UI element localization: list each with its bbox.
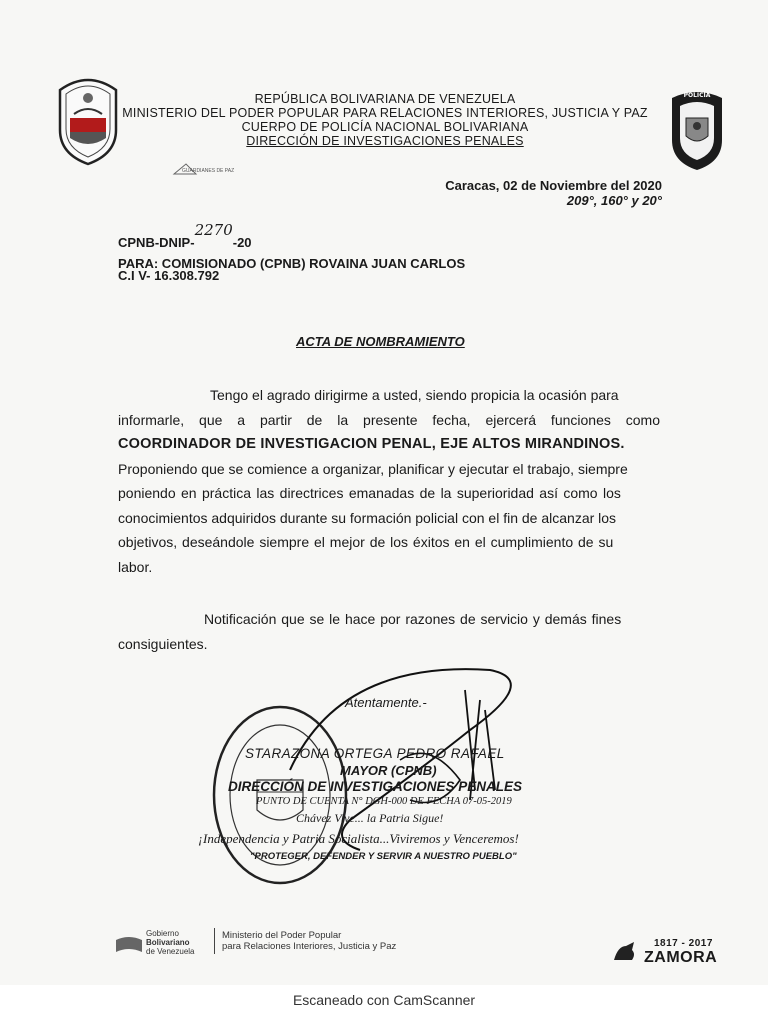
zamora-name: ZAMORA (644, 949, 718, 966)
body-line: Proponiendo que se comience a organizar, planificar y ejecutar el trabajo, siempre (118, 460, 628, 477)
body-paragraph-2 (118, 607, 678, 656)
document-title: ACTA DE NOMBRAMIENTO (296, 334, 465, 349)
body-line: Tengo el agrado dirigirme a usted, siendo propicia la ocasión para (210, 387, 619, 403)
body-line: labor. (118, 558, 153, 575)
signer-name: STARAZONA ORTEGA PEDRO RAFAEL (245, 746, 505, 761)
small-stamp (170, 160, 250, 182)
camscanner-watermark: Escaneado con CamScanner (292, 992, 476, 1008)
reference-code (118, 221, 252, 251)
signer-department: DIRECCIÓN DE INVESTIGACIONES PENALES (228, 779, 523, 794)
body-line: informarle, que a partir de la presente fecha, ejercerá funciones como (118, 411, 660, 428)
signer-resolution: PUNTO DE CUENTA N° DGH-000 DE FECHA 07-05-2019 (256, 796, 512, 807)
motto-chavez: Chávez Vive... la Patria Sigue! (296, 811, 444, 825)
body-line: conocimientos adquiridos durante su formación policial con el fin de alcanzar los (118, 509, 617, 526)
footer-ministry-line-1: Ministerio del Poder Popular (222, 930, 342, 941)
closing-salutation: Atentamente.- (345, 695, 427, 710)
body-paragraph-1 (118, 383, 660, 579)
signer-rank: MAYOR (CPNB) (340, 763, 437, 778)
government-line-1: Gobierno (146, 929, 179, 938)
reference-code-suffix: -20 (232, 235, 252, 250)
header-directorate: DIRECCIÓN DE INVESTIGACIONES PENALES (246, 134, 524, 148)
motto-independencia: ¡Independencia y Patria Socialista...Viviremos y Venceremos! (198, 831, 519, 846)
reference-code-prefix: CPNB-DNIP- (118, 235, 195, 250)
footer-divider (214, 928, 215, 954)
body-line: poniendo en práctica las directrices emanadas de la superioridad así como los (118, 485, 621, 501)
zamora-horseman-icon (612, 940, 638, 964)
government-line-3: de Venezuela (146, 947, 195, 956)
addressee: PARA: COMISIONADO (CPNB) ROVAINA JUAN CARLOS (118, 256, 466, 271)
zamora-years: 1817 - 2017 (654, 938, 713, 949)
government-line-2: Bolivariano (146, 938, 190, 947)
footer-ministry (222, 930, 396, 952)
date-line: Caracas, 02 de Noviembre del 2020 (445, 178, 662, 193)
historical-years: 209°, 160° y 20° (566, 193, 662, 208)
government-label (146, 929, 195, 956)
body-line: objetivos, deseándole siempre el mejor de los éxitos en el cumplimiento de su (118, 534, 614, 550)
header-republic: REPÚBLICA BOLIVARIANA DE VENEZUELA (254, 92, 516, 106)
pnb-badge-logo-icon (666, 88, 728, 172)
header-ministry: MINISTERIO DEL PODER POPULAR PARA RELACIONES INTERIORES, JUSTICIA Y PAZ (122, 106, 648, 120)
government-flag-icon (115, 932, 143, 954)
header-police-corps: CUERPO DE POLICÍA NACIONAL BOLIVARIANA (241, 120, 529, 134)
addressee-id: C.I V- 16.308.792 (118, 268, 220, 283)
body-line-position: COORDINADOR DE INVESTIGACION PENAL, EJE ALTOS MIRANDINOS. (118, 436, 625, 452)
svg-text:POLICÍA: POLICÍA (683, 92, 711, 99)
reference-code-handwritten: 2270 (194, 221, 233, 239)
zamora-logo (612, 938, 722, 972)
small-stamp-text: GUARDIANES DE PAZ (182, 168, 235, 174)
body-line: Notificación que se le hace por razones de servicio y demás fines (204, 611, 622, 627)
body-line: consiguientes. (118, 635, 208, 652)
footer-ministry-line-2: para Relaciones Interiores, Justicia y Paz (222, 941, 397, 952)
motto-proteger: "PROTEGER, DEFENDER Y SERVIR A NUESTRO PUEBLO" (250, 851, 517, 862)
